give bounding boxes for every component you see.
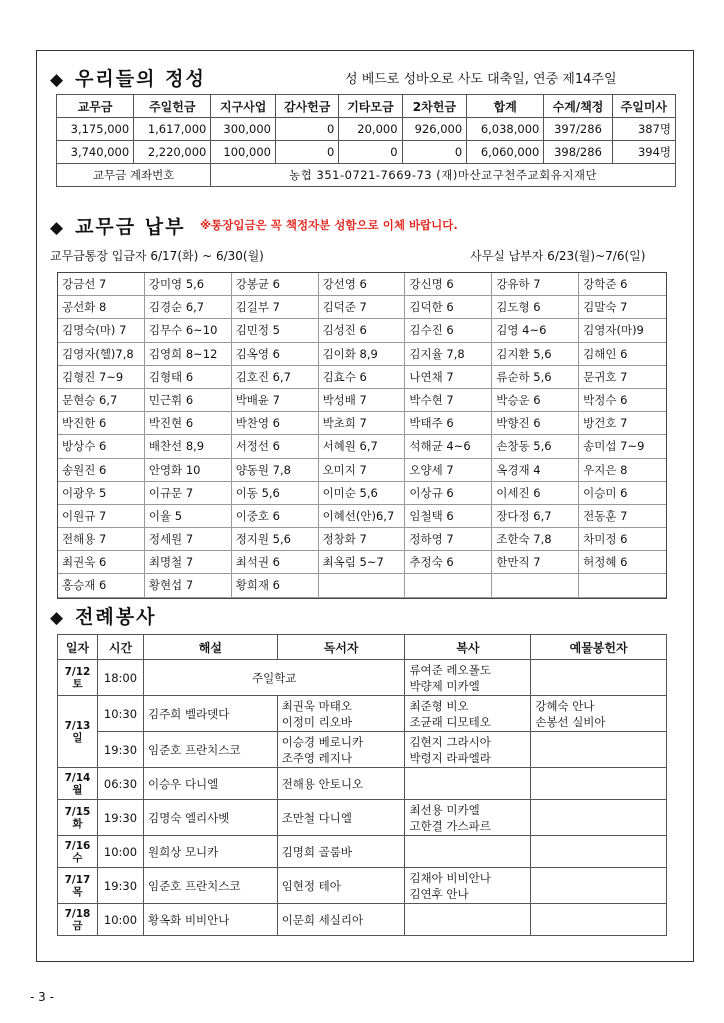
payer-name-cell: 박향진 6 — [492, 412, 579, 435]
payer-name-cell: 이광우 5 — [58, 482, 145, 505]
payer-name-cell: 한만직 7 — [492, 551, 579, 574]
payer-name-cell: 배찬선 8,9 — [145, 435, 232, 458]
payer-name-cell: 최명철 7 — [145, 551, 232, 574]
offering-cell: 397/286 — [544, 118, 612, 141]
payer-name-cell: 정창화 7 — [319, 528, 406, 551]
payer-name-cell: 장다정 6,7 — [492, 505, 579, 528]
offering-cell: 0 — [275, 141, 338, 164]
offering-header: 기타모금 — [339, 95, 402, 118]
service-time: 10:30 — [97, 696, 143, 732]
offering-header: 교무금 — [57, 95, 134, 118]
service-server — [405, 904, 531, 936]
payer-name-cell: 김옥영 6 — [232, 343, 319, 366]
payer-name-cell: 김경순 6,7 — [145, 296, 232, 319]
payer-name-cell: 박진한 6 — [58, 412, 145, 435]
service-date: 7/16 수 — [58, 836, 98, 868]
payer-name-cell: 김수진 6 — [405, 319, 492, 342]
service-time: 10:00 — [97, 836, 143, 868]
table-row — [58, 868, 667, 904]
payer-name-cell: 김성진 6 — [319, 319, 406, 342]
offering-header: 주일미사 — [612, 95, 675, 118]
payer-name-cell: 김무수 6~10 — [145, 319, 232, 342]
payer-name-cell: 김지환 5,6 — [492, 343, 579, 366]
diamond-icon: ◆ — [50, 218, 66, 238]
service-server: 최준형 비오 조균래 디모테오 — [405, 696, 531, 732]
payer-name-cell: 이원규 7 — [58, 505, 145, 528]
service-server: 류여준 레오폴도 박량제 미카엘 — [405, 660, 531, 696]
payer-name-cell: 전동훈 7 — [579, 505, 666, 528]
payer-name-cell: 차미정 6 — [579, 528, 666, 551]
payer-name-cell: 이세진 6 — [492, 482, 579, 505]
payer-name-cell: 최옥림 5~7 — [319, 551, 406, 574]
offering-cell: 100,000 — [211, 141, 276, 164]
service-header: 복사 — [405, 635, 531, 660]
table-row — [58, 836, 667, 868]
payer-name-cell: 석해균 4~6 — [405, 435, 492, 458]
section1-subtitle: 성 베드로 성바오로 사도 대축일, 연중 제14주일 — [345, 72, 617, 87]
payer-name-cell: 강유하 7 — [492, 273, 579, 296]
payer-name-cell: 박초희 7 — [319, 412, 406, 435]
payer-name-cell: 강학준 6 — [579, 273, 666, 296]
service-date: 7/15 화 — [58, 800, 98, 836]
payer-name-cell: 박배윤 7 — [232, 389, 319, 412]
service-server — [405, 836, 531, 868]
service-offering — [531, 904, 667, 936]
service-time: 06:30 — [97, 768, 143, 800]
service-reader: 임현정 테아 — [277, 868, 405, 904]
service-time: 19:30 — [97, 800, 143, 836]
service-date: 7/12 토 — [58, 660, 98, 696]
payer-name-cell: 박정수 6 — [579, 389, 666, 412]
account-label: 교무금 계좌번호 — [57, 164, 211, 187]
payer-name-cell: 이규문 7 — [145, 482, 232, 505]
offering-cell: 2,220,000 — [134, 141, 211, 164]
payer-name-cell: 이혜선(안)6,7 — [319, 505, 406, 528]
offering-cell: 926,000 — [402, 118, 467, 141]
payer-name-cell: 김영자(헬)7,8 — [58, 343, 145, 366]
table-row — [58, 768, 667, 800]
service-date: 7/14 월 — [58, 768, 98, 800]
payer-name-cell: 김형태 6 — [145, 366, 232, 389]
payer-name-cell: 김영 4~6 — [492, 319, 579, 342]
payer-name-cell: 김영희 8~12 — [145, 343, 232, 366]
payer-name-cell: 박성배 7 — [319, 389, 406, 412]
payer-name-cell: 이상규 6 — [405, 482, 492, 505]
diamond-icon: ◆ — [50, 70, 66, 90]
offering-cell: 0 — [402, 141, 467, 164]
payer-name-cell: 류순하 5,6 — [492, 366, 579, 389]
offering-table — [56, 94, 676, 187]
table-row — [58, 732, 667, 768]
payer-name-cell: 김도형 6 — [492, 296, 579, 319]
payer-name-cell: 손창동 5,6 — [492, 435, 579, 458]
payer-name-cell: 허정혜 6 — [579, 551, 666, 574]
offering-cell: 394명 — [612, 141, 675, 164]
offering-cell: 398/286 — [544, 141, 612, 164]
liturgy-service-table — [57, 634, 667, 936]
service-time: 10:00 — [97, 904, 143, 936]
service-reader: 이문희 세실리아 — [277, 904, 405, 936]
payer-name-cell: 황희재 6 — [232, 574, 319, 597]
page-number: - 3 - — [30, 990, 54, 1004]
payer-name-cell: 민근휘 6 — [145, 389, 232, 412]
payer-name-cell: 정하영 7 — [405, 528, 492, 551]
offering-cell: 20,000 — [339, 118, 402, 141]
service-reader: 이승경 베로니카 조주영 레지나 — [277, 732, 405, 768]
account-row — [57, 164, 676, 187]
service-offering — [531, 768, 667, 800]
service-reader: 전해용 안토니오 — [277, 768, 405, 800]
service-server: 김현지 그라시아 박령지 라파엘라 — [405, 732, 531, 768]
payer-name-cell: 박수현 7 — [405, 389, 492, 412]
service-commentary: 주일학교 — [143, 660, 404, 696]
section3-title: ◆ 전례봉사 — [50, 606, 157, 628]
service-header: 시간 — [97, 635, 143, 660]
offering-cell: 0 — [339, 141, 402, 164]
payer-name-cell: 김영자(마)9 — [579, 319, 666, 342]
service-commentary: 황옥화 비비안나 — [143, 904, 277, 936]
payer-name-cell: 김덕준 7 — [319, 296, 406, 319]
payer-name-cell: 이승미 6 — [579, 482, 666, 505]
service-header: 예물봉헌자 — [531, 635, 667, 660]
payer-name-cell: 황현섭 7 — [145, 574, 232, 597]
service-date: 7/17 목 — [58, 868, 98, 904]
table-row — [57, 118, 676, 141]
payer-name-cell: 최권욱 6 — [58, 551, 145, 574]
payer-name-cell: 문귀호 7 — [579, 366, 666, 389]
payer-name-cell: 정세원 7 — [145, 528, 232, 551]
offering-header: 주일헌금 — [134, 95, 211, 118]
payer-name-cell — [319, 574, 406, 597]
service-time: 19:30 — [97, 732, 143, 768]
payer-name-cell: 강미영 5,6 — [145, 273, 232, 296]
payer-name-cell — [405, 574, 492, 597]
service-offering — [531, 868, 667, 904]
payer-name-cell: 김길부 7 — [232, 296, 319, 319]
office-period: 사무실 납부자 6/23(월)~7/6(일) — [470, 249, 646, 263]
payer-name-cell: 김효수 6 — [319, 366, 406, 389]
payer-name-cell: 김지율 7,8 — [405, 343, 492, 366]
service-commentary: 원희상 모니카 — [143, 836, 277, 868]
offering-cell: 300,000 — [211, 118, 276, 141]
payer-name-cell: 최석권 6 — [232, 551, 319, 574]
offering-header: 감사헌금 — [275, 95, 338, 118]
offering-header: 2차헌금 — [402, 95, 467, 118]
payer-name-cell: 김이화 8,9 — [319, 343, 406, 366]
service-commentary: 이승우 다니엘 — [143, 768, 277, 800]
service-offering — [531, 800, 667, 836]
payer-name-cell: 김덕한 6 — [405, 296, 492, 319]
offering-header: 합계 — [467, 95, 544, 118]
service-offering — [531, 836, 667, 868]
payer-name-cell: 김형진 7~9 — [58, 366, 145, 389]
service-reader: 김명희 골룸바 — [277, 836, 405, 868]
payer-name-cell: 강금선 7 — [58, 273, 145, 296]
payer-name-cell: 송원진 6 — [58, 459, 145, 482]
service-server: 최선용 미카엘 고한결 가스파르 — [405, 800, 531, 836]
payer-name-cell: 나연채 7 — [405, 366, 492, 389]
payer-name-cell: 오미지 7 — [319, 459, 406, 482]
service-header: 독서자 — [277, 635, 405, 660]
payer-name-cell: 전해용 7 — [58, 528, 145, 551]
service-commentary: 김명숙 엘리사벳 — [143, 800, 277, 836]
offering-cell: 6,038,000 — [467, 118, 544, 141]
table-row — [58, 660, 667, 696]
table-row — [58, 800, 667, 836]
payer-name-cell: 김민정 5 — [232, 319, 319, 342]
service-offering: 강혜숙 안나 손봉선 실비아 — [531, 696, 667, 732]
table-row — [57, 141, 676, 164]
payer-name-cell: 방상수 6 — [58, 435, 145, 458]
payer-name-cell: 우지은 8 — [579, 459, 666, 482]
account-number: 농협 351-0721-7669-73 (재)마산교구천주교회유지재단 — [211, 164, 676, 187]
payer-name-cell: 이중호 6 — [232, 505, 319, 528]
payer-name-cell: 강선영 6 — [319, 273, 406, 296]
payer-name-cell: 김호진 6,7 — [232, 366, 319, 389]
service-offering — [531, 660, 667, 696]
payer-name-cell: 강봉균 6 — [232, 273, 319, 296]
payer-name-cell: 강신명 6 — [405, 273, 492, 296]
payer-name-cell — [492, 574, 579, 597]
payer-name-cell: 박승운 6 — [492, 389, 579, 412]
table-row — [58, 904, 667, 936]
payer-name-cell: 이율 5 — [145, 505, 232, 528]
service-header: 해설 — [143, 635, 277, 660]
payer-name-cell: 서혜원 6,7 — [319, 435, 406, 458]
payer-name-cell: 오양세 7 — [405, 459, 492, 482]
payer-name-cell: 이미순 5,6 — [319, 482, 406, 505]
service-time: 19:30 — [97, 868, 143, 904]
payer-name-cell: 박진현 6 — [145, 412, 232, 435]
table-row — [58, 696, 667, 732]
payer-names-grid — [57, 272, 667, 599]
service-date: 7/13 일 — [58, 696, 98, 768]
payer-name-cell: 홍승재 6 — [58, 574, 145, 597]
offering-cell: 1,617,000 — [134, 118, 211, 141]
payer-name-cell: 방건호 7 — [579, 412, 666, 435]
service-commentary: 임준호 프란치스코 — [143, 868, 277, 904]
service-reader: 조만철 다니엘 — [277, 800, 405, 836]
service-date: 7/18 금 — [58, 904, 98, 936]
service-offering — [531, 732, 667, 768]
service-time: 18:00 — [97, 660, 143, 696]
payer-name-cell: 정지원 5,6 — [232, 528, 319, 551]
payer-name-cell: 송미섭 7~9 — [579, 435, 666, 458]
service-reader: 최권욱 마태오 이정미 리오바 — [277, 696, 405, 732]
offering-cell: 387명 — [612, 118, 675, 141]
bank-period: 교무금통장 입금자 6/17(화) ~ 6/30(월) — [50, 249, 264, 263]
offering-header: 지구사업 — [211, 95, 276, 118]
payer-name-cell: 안영화 10 — [145, 459, 232, 482]
payer-name-cell: 조한숙 7,8 — [492, 528, 579, 551]
payer-name-cell: 박찬영 6 — [232, 412, 319, 435]
service-header: 일자 — [58, 635, 98, 660]
payer-name-cell: 양동원 7,8 — [232, 459, 319, 482]
payer-name-cell: 문현승 6,7 — [58, 389, 145, 412]
section1-title: ◆ 우리들의 정성 — [50, 68, 206, 90]
payer-name-cell: 옥경재 4 — [492, 459, 579, 482]
payer-name-cell: 김말숙 7 — [579, 296, 666, 319]
payer-name-cell: 김명숙(마) 7 — [58, 319, 145, 342]
payer-name-cell — [579, 574, 666, 597]
service-commentary: 임준호 프란치스코 — [143, 732, 277, 768]
payer-name-cell: 추정숙 6 — [405, 551, 492, 574]
service-server: 김채아 비비안나 김연후 안나 — [405, 868, 531, 904]
offering-cell: 0 — [275, 118, 338, 141]
service-server — [405, 768, 531, 800]
payer-name-cell: 서정선 6 — [232, 435, 319, 458]
offering-cell: 6,060,000 — [467, 141, 544, 164]
payer-name-cell: 이동 5,6 — [232, 482, 319, 505]
payer-name-cell: 임철택 6 — [405, 505, 492, 528]
offering-cell: 3,175,000 — [57, 118, 134, 141]
payer-name-cell: 박태주 6 — [405, 412, 492, 435]
offering-header: 수계/책정 — [544, 95, 612, 118]
service-commentary: 김주희 벨라뎃다 — [143, 696, 277, 732]
diamond-icon: ◆ — [50, 608, 66, 628]
transfer-note: ※통장입금은 꼭 책정자분 성함으로 이체 바랍니다. — [200, 218, 458, 232]
offering-cell: 3,740,000 — [57, 141, 134, 164]
payer-name-cell: 공선화 8 — [58, 296, 145, 319]
payer-name-cell: 김해인 6 — [579, 343, 666, 366]
section2-title: ◆ 교무금 납부 — [50, 216, 186, 238]
